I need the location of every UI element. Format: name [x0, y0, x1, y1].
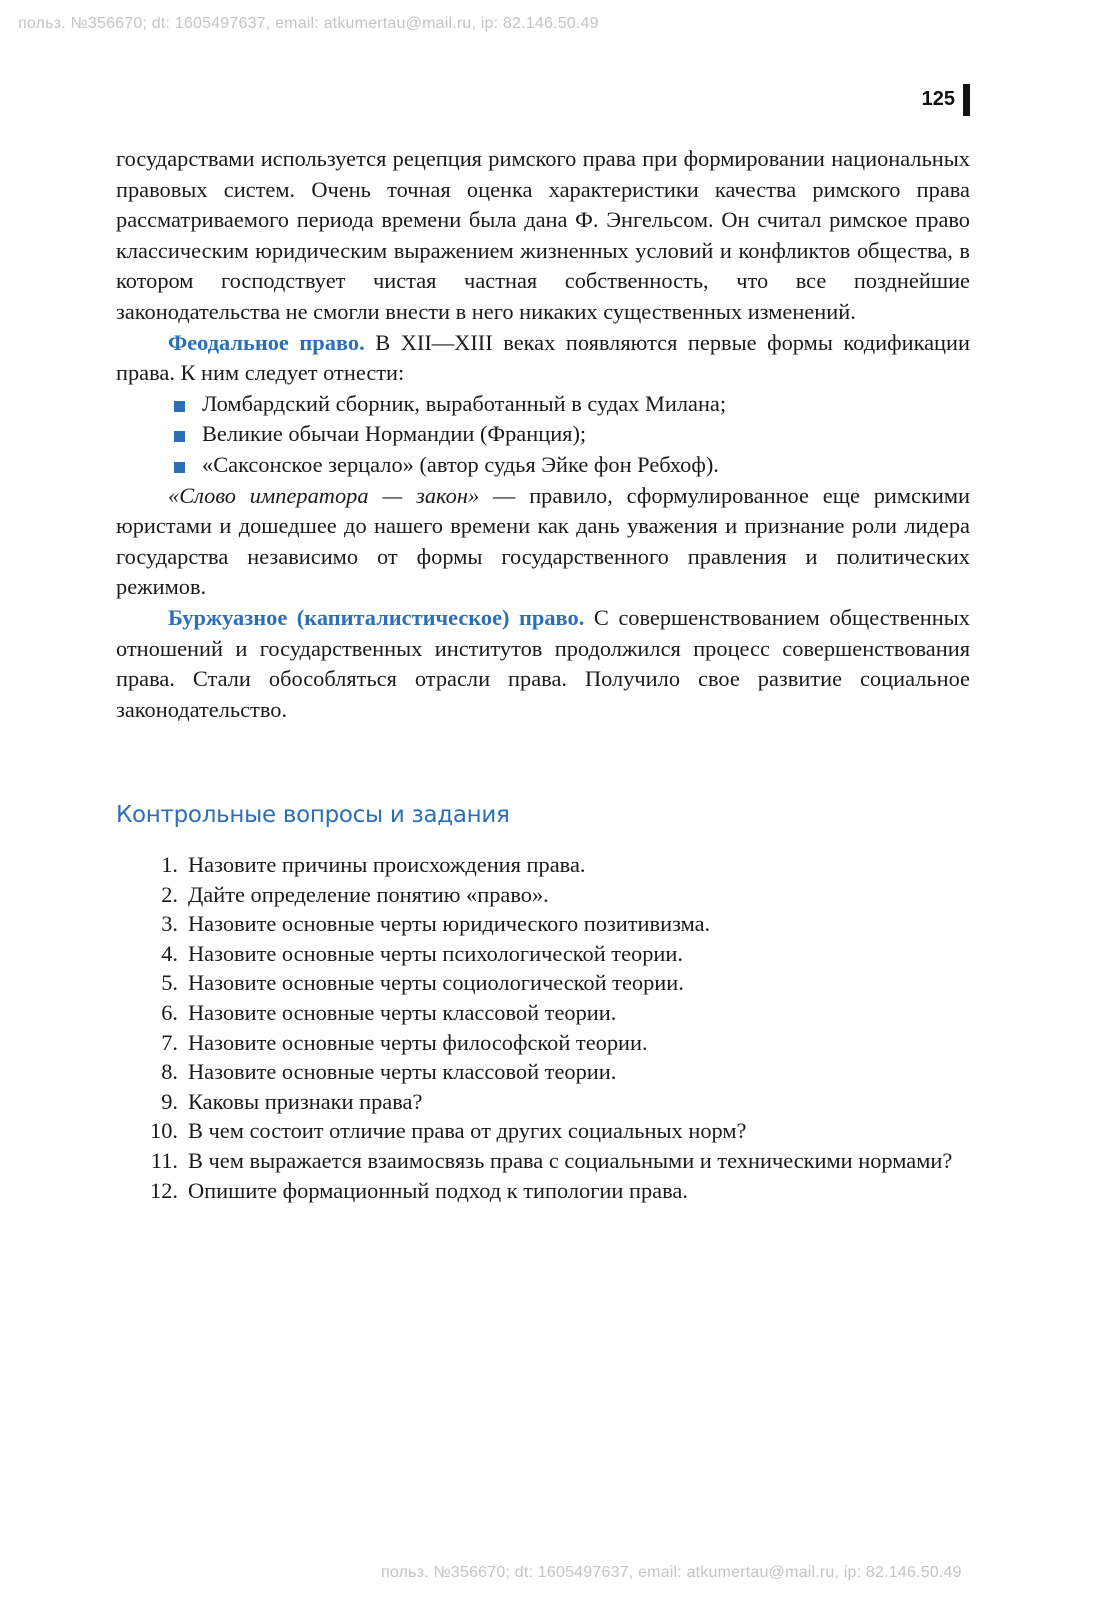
- question-number: 1.: [161, 852, 178, 877]
- paragraph-feudal-law: [116, 328, 970, 389]
- question-text: В чем состоит отличие права от других социальных норм?: [188, 1118, 747, 1144]
- list-item: [116, 998, 970, 1028]
- square-bullet-icon: [174, 431, 185, 442]
- question-text: Назовите причины происхождения права.: [188, 852, 586, 877]
- question-number: 10.: [150, 1118, 178, 1144]
- list-item: [116, 850, 970, 880]
- list-item-text: Ломбардский сборник, выработанный в судах Милана;: [202, 390, 727, 416]
- question-number: 2.: [161, 881, 178, 907]
- question-text: Дайте определение понятию «право».: [188, 881, 549, 907]
- question-text: Каковы признаки права?: [188, 1088, 423, 1114]
- list-item-text: «Саксонское зерцало» (автор судья Эйке фон Ребхоф).: [202, 451, 719, 477]
- emperor-quote: «Слово императора — закон»: [168, 482, 480, 508]
- list-item: [116, 1176, 970, 1206]
- question-text: Назовите основные черты философской теории.: [188, 1029, 648, 1055]
- list-item: [116, 909, 970, 939]
- question-text: Назовите основные черты юридического позитивизма.: [188, 911, 711, 937]
- list-item: [116, 968, 970, 998]
- list-item: [116, 1116, 970, 1146]
- list-item: [174, 450, 970, 481]
- list-item: [174, 419, 970, 450]
- section-title: Контрольные вопросы и задания: [116, 802, 510, 828]
- list-item-text: Великие обычаи Нормандии (Франция);: [202, 421, 587, 447]
- paragraph-bourgeois-law: [116, 603, 970, 725]
- feudal-law-heading: Феодальное право.: [168, 329, 365, 355]
- list-item: [116, 1028, 970, 1058]
- question-number: 8.: [161, 1059, 178, 1085]
- question-number: 9.: [161, 1088, 178, 1114]
- question-text: Назовите основные черты социологической теории.: [188, 970, 684, 996]
- body-text: [116, 144, 970, 725]
- watermark-bottom: польз. №356670; dt: 1605497637, email: atkumertau@mail.ru, ip: 82.146.50.49: [381, 1564, 962, 1581]
- question-number: 3.: [161, 911, 178, 937]
- list-item: [116, 880, 970, 910]
- paragraph-emperor-word: [116, 481, 970, 603]
- page-number: 125: [921, 88, 955, 110]
- feudal-law-text: В XII—XIII веках появляются первые формы кодификации права. К ним следует отнести:: [116, 329, 970, 386]
- codification-list: [116, 389, 970, 481]
- paragraph-roman-law: государствами используется рецепция римского права при формировании национальных правовых систем. Очень точная оценка характеристики качества римского права рассматриваемого периода времени была дана Ф. Энгельсом. Он считал римское право классическим юридическим выражением жизненных условий и конфликтов общества, в котором господствует чистая частная собственность, что все позднейшие законодательства не смогли внести в него никаких существенных изменений.: [116, 146, 970, 324]
- emperor-text: — правило, сформулированное еще римскими юристами и дошедшее до нашего времени как дань уважения и признание роли лидера государства независимо от формы государственного правления и политических режимов.: [116, 482, 970, 600]
- square-bullet-icon: [174, 401, 185, 412]
- question-text: Назовите основные черты психологической теории.: [188, 940, 683, 966]
- question-number: 7.: [161, 1029, 178, 1055]
- bourgeois-law-text: С совершенствованием общественных отношений и государственных институтов продолжился процесс совершенствования права. Стали обособляться отрасли права. Получило свое развитие социальное законодательство.: [116, 604, 970, 722]
- question-number: 6.: [161, 999, 178, 1025]
- question-text: Назовите основные черты классовой теории.: [188, 1059, 617, 1085]
- list-item: [116, 1087, 970, 1117]
- question-number: 4.: [161, 940, 178, 966]
- list-item: [174, 389, 970, 420]
- list-item: [116, 1057, 970, 1087]
- question-number: 11.: [150, 1147, 178, 1173]
- watermark-top: польз. №356670; dt: 1605497637, email: atkumertau@mail.ru, ip: 82.146.50.49: [18, 15, 599, 32]
- question-text: В чем выражается взаимосвязь права с социальными и техническими нормами?: [188, 1147, 953, 1173]
- page-number-bar: [963, 84, 970, 116]
- questions-list: [116, 850, 970, 1205]
- square-bullet-icon: [174, 462, 185, 473]
- list-item: [116, 1146, 970, 1176]
- bourgeois-law-heading: Буржуазное (капиталистическое) право.: [168, 604, 585, 630]
- question-number: 5.: [161, 970, 178, 996]
- question-number: 12.: [150, 1177, 178, 1203]
- question-text: Назовите основные черты классовой теории.: [188, 999, 617, 1025]
- list-item: [116, 939, 970, 969]
- question-text: Опишите формационный подход к типологии права.: [188, 1177, 688, 1203]
